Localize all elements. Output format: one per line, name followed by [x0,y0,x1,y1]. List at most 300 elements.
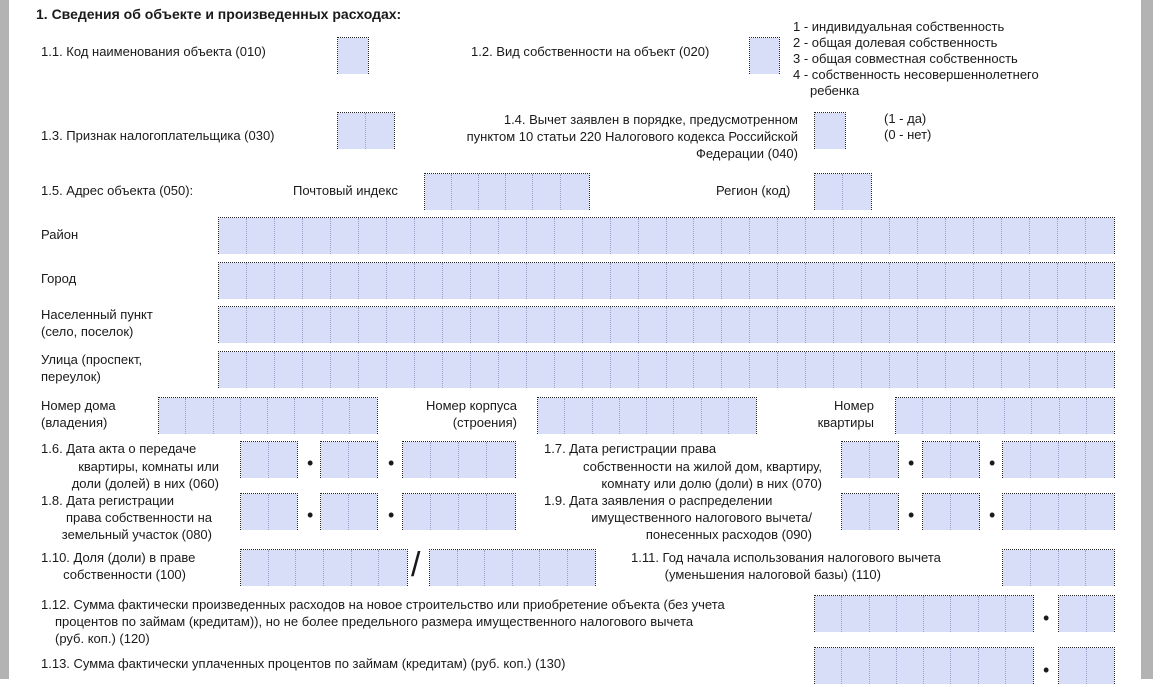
label-040-line1: 1.4. Вычет заявлен в порядке, предусмотренном [503,112,798,127]
char-cell[interactable] [722,307,750,343]
date-dot: • [307,505,314,525]
char-cell[interactable] [834,352,862,388]
input-130-kopecks[interactable] [1058,647,1115,684]
char-cell[interactable] [241,398,268,434]
char-cell[interactable] [159,398,186,434]
label-090-line3: понесенных расходов (090) [645,527,812,542]
char-cell[interactable] [620,398,647,434]
char-cell[interactable] [834,218,862,254]
char-cell[interactable] [219,218,247,254]
char-cell[interactable] [513,550,541,586]
input-city[interactable] [218,262,1115,299]
char-cell[interactable] [946,352,974,388]
char-cell[interactable] [918,263,946,299]
input-100-numerator[interactable] [240,549,408,586]
input-080-year[interactable] [402,493,516,530]
char-cell[interactable] [555,352,583,388]
char-cell[interactable] [1058,352,1086,388]
char-cell[interactable] [471,263,499,299]
label-010: 1.1. Код наименования объекта (010) [41,44,266,59]
char-cell[interactable] [1058,218,1086,254]
char-cell[interactable] [639,352,667,388]
date-dot: • [388,453,395,473]
char-cell[interactable] [896,398,923,434]
char-cell[interactable] [815,596,842,632]
char-cell[interactable] [430,550,458,586]
char-cell[interactable] [527,218,555,254]
char-cell[interactable] [834,307,862,343]
char-cell[interactable] [583,263,611,299]
date-dot: • [989,453,996,473]
char-cell[interactable] [1002,263,1030,299]
char-cell[interactable] [296,550,324,586]
char-cell[interactable] [974,307,1002,343]
char-cell[interactable] [694,307,722,343]
char-cell[interactable] [750,307,778,343]
char-cell[interactable] [729,398,756,434]
char-cell[interactable] [806,352,834,388]
label-040-line3: Федерации (040) [695,146,798,161]
char-cell[interactable] [923,494,951,530]
char-cell[interactable] [890,263,918,299]
input-region[interactable] [814,173,872,210]
char-cell[interactable] [1087,398,1114,434]
char-cell[interactable] [897,596,924,632]
label-settlement-line2: (село, поселок) [41,324,134,339]
page-frame-right [1141,0,1153,679]
label-120-line1: 1.12. Сумма фактически произведенных расходов на новое строительство или приобретение объекта (без учета [41,597,725,612]
char-cell[interactable] [1086,494,1114,530]
char-cell[interactable] [303,307,331,343]
date-dot: • [388,505,395,525]
char-cell[interactable] [269,550,297,586]
char-cell[interactable] [694,218,722,254]
char-cell[interactable] [1059,550,1087,586]
char-cell[interactable] [527,263,555,299]
char-cell[interactable] [415,352,443,388]
char-cell[interactable] [387,263,415,299]
char-cell[interactable] [611,307,639,343]
input-040[interactable] [814,112,846,149]
date-dot: • [908,453,915,473]
char-cell[interactable] [611,352,639,388]
char-cell[interactable] [593,398,620,434]
char-cell[interactable] [487,442,515,478]
label-100-line1: 1.10. Доля (доли) в праве [41,550,196,565]
char-cell[interactable] [247,218,275,254]
char-cell[interactable] [415,263,443,299]
date-dot: • [908,505,915,525]
label-040-line2: пунктом 10 статьи 220 Налогового кодекса Российской [466,129,798,144]
page-frame-left [0,0,9,679]
label-060-line2: квартиры, комнаты или [78,459,219,474]
char-cell[interactable] [842,442,870,478]
char-cell[interactable] [842,494,870,530]
char-cell[interactable] [1032,398,1059,434]
char-cell[interactable] [1059,442,1087,478]
char-cell[interactable] [1059,596,1087,632]
char-cell[interactable] [324,550,352,586]
char-cell[interactable] [1002,352,1030,388]
char-cell[interactable] [923,398,950,434]
char-cell[interactable] [331,352,359,388]
char-cell[interactable] [247,352,275,388]
char-cell[interactable] [639,263,667,299]
char-cell[interactable] [331,307,359,343]
char-cell[interactable] [1086,442,1114,478]
char-cell[interactable] [890,352,918,388]
label-070-line2: собственности на жилой дом, квартиру, [582,459,822,474]
label-district: Район [41,227,79,242]
char-cell[interactable] [331,263,359,299]
char-cell[interactable] [555,263,583,299]
char-cell[interactable] [275,352,303,388]
char-cell[interactable] [862,263,890,299]
char-cell[interactable] [214,398,241,434]
char-cell[interactable] [303,352,331,388]
char-cell[interactable] [275,307,303,343]
legend-040-yes: (1 - да) [884,111,927,126]
char-cell[interactable] [870,494,898,530]
char-cell[interactable] [862,218,890,254]
char-cell[interactable] [349,494,377,530]
char-cell[interactable] [487,494,515,530]
char-cell[interactable] [583,352,611,388]
input-090-month[interactable] [922,493,980,530]
label-building-line1: Номер корпуса [425,398,517,413]
char-cell[interactable] [186,398,213,434]
input-120-kopecks[interactable] [1058,595,1115,632]
char-cell[interactable] [403,442,431,478]
char-cell[interactable] [918,307,946,343]
char-cell[interactable] [268,398,295,434]
char-cell[interactable] [499,218,527,254]
input-090-year[interactable] [1002,493,1115,530]
char-cell[interactable] [722,218,750,254]
char-cell[interactable] [499,307,527,343]
char-cell[interactable] [611,263,639,299]
char-cell[interactable] [674,398,701,434]
char-cell[interactable] [870,442,898,478]
char-cell[interactable] [1086,263,1114,299]
input-080-month[interactable] [320,493,378,530]
char-cell[interactable] [458,550,486,586]
label-100-line2: собственности (100) [63,567,186,582]
char-cell[interactable] [1087,596,1114,632]
char-cell[interactable] [459,442,487,478]
share-slash: / [411,546,421,584]
input-settlement[interactable] [218,306,1115,343]
char-cell[interactable] [750,218,778,254]
money-dot: • [1043,660,1050,680]
char-cell[interactable] [303,218,331,254]
input-house[interactable] [158,397,378,434]
char-cell[interactable] [806,263,834,299]
label-130: 1.13. Сумма фактически уплаченных процентов по займам (кредитам) (руб. коп.) (130) [41,656,566,671]
input-130-rubles[interactable] [814,647,1034,684]
char-cell[interactable] [387,352,415,388]
char-cell[interactable] [247,307,275,343]
label-apartment-line2: квартиры [817,415,874,430]
input-070-month[interactable] [922,441,980,478]
char-cell[interactable] [890,218,918,254]
char-cell[interactable] [359,352,387,388]
char-cell[interactable] [1031,442,1059,478]
char-cell[interactable] [1002,218,1030,254]
char-cell[interactable] [1031,494,1059,530]
char-cell[interactable] [321,494,349,530]
char-cell[interactable] [247,263,275,299]
char-cell[interactable] [1031,550,1059,586]
ownership-legend-3: 3 - общая совместная собственность [793,51,1018,66]
char-cell[interactable] [352,550,380,586]
date-dot: • [989,505,996,525]
char-cell[interactable] [611,218,639,254]
ownership-legend-1: 1 - индивидуальная собственность [793,19,1005,34]
char-cell[interactable] [639,307,667,343]
char-cell[interactable] [974,263,1002,299]
money-dot: • [1043,608,1050,628]
char-cell[interactable] [778,307,806,343]
char-cell[interactable] [583,218,611,254]
char-cell[interactable] [275,218,303,254]
char-cell[interactable] [583,307,611,343]
char-cell[interactable] [862,352,890,388]
label-city: Город [41,271,77,286]
label-apartment-line1: Номер [833,398,874,413]
char-cell[interactable] [870,596,897,632]
char-cell[interactable] [979,596,1006,632]
char-cell[interactable] [1005,398,1032,434]
char-cell[interactable] [555,218,583,254]
char-cell[interactable] [924,596,951,632]
input-district[interactable] [218,217,1115,254]
label-070-line3: комнату или долю (доли) в них (070) [601,476,822,491]
label-110-line1: 1.11. Год начала использования налогового вычета [631,550,941,565]
char-cell[interactable] [951,442,979,478]
char-cell[interactable] [1030,218,1058,254]
char-cell[interactable] [1003,494,1031,530]
char-cell[interactable] [1060,398,1087,434]
char-cell[interactable] [667,218,695,254]
label-110-line2: (уменьшения налоговой базы) (110) [664,567,881,582]
ownership-legend-4: 4 - собственность несовершеннолетнего [793,67,1039,82]
char-cell[interactable] [778,263,806,299]
char-cell[interactable] [275,263,303,299]
label-060-line1: 1.6. Дата акта о передаче [41,441,197,456]
char-cell[interactable] [241,550,269,586]
char-cell[interactable] [951,596,978,632]
char-cell[interactable] [499,352,527,388]
legend-040-no: (0 - нет) [884,127,932,142]
label-090-line2: имущественного налогового вычета/ [591,510,812,525]
char-cell[interactable] [443,307,471,343]
char-cell[interactable] [485,550,513,586]
input-building[interactable] [537,397,757,434]
char-cell[interactable] [778,218,806,254]
char-cell[interactable] [471,307,499,343]
char-cell[interactable] [694,263,722,299]
char-cell[interactable] [918,352,946,388]
char-cell[interactable] [1086,550,1114,586]
char-cell[interactable] [862,307,890,343]
char-cell[interactable] [359,263,387,299]
char-cell[interactable] [1030,263,1058,299]
char-cell[interactable] [806,218,834,254]
label-080-line1: 1.8. Дата регистрации [41,493,175,508]
input-090-day[interactable] [841,493,899,530]
char-cell[interactable] [1030,352,1058,388]
char-cell[interactable] [722,263,750,299]
char-cell[interactable] [667,307,695,343]
char-cell[interactable] [806,307,834,343]
char-cell[interactable] [443,352,471,388]
label-street-line2: переулок) [41,369,101,384]
label-house-line2: (владения) [41,415,108,430]
char-cell[interactable] [443,218,471,254]
char-cell[interactable] [565,398,592,434]
ownership-legend-4-cont: ребенка [810,83,860,98]
char-cell[interactable] [241,442,269,478]
input-100-denominator[interactable] [429,549,596,586]
char-cell[interactable] [667,263,695,299]
char-cell[interactable] [890,307,918,343]
input-010[interactable] [337,37,369,74]
char-cell[interactable] [241,494,269,530]
input-060-year[interactable] [402,441,516,478]
label-060-line3: доли (долей) в них (060) [71,476,219,491]
char-cell[interactable] [1086,307,1114,343]
char-cell[interactable] [527,352,555,388]
label-street-line1: Улица (проспект, [41,352,143,367]
char-cell[interactable] [379,550,407,586]
input-postal-index[interactable] [424,173,590,210]
char-cell[interactable] [323,398,350,434]
input-apartment[interactable] [895,397,1115,434]
char-cell[interactable] [387,218,415,254]
char-cell[interactable] [750,263,778,299]
char-cell[interactable] [702,398,729,434]
char-cell[interactable] [431,442,459,478]
char-cell[interactable] [1059,494,1087,530]
char-cell[interactable] [331,218,359,254]
char-cell[interactable] [415,218,443,254]
char-cell[interactable] [219,352,247,388]
char-cell[interactable] [359,307,387,343]
char-cell[interactable] [778,352,806,388]
char-cell[interactable] [694,352,722,388]
char-cell[interactable] [568,550,595,586]
char-cell[interactable] [459,494,487,530]
label-postal-index: Почтовый индекс [293,183,398,198]
label-050: 1.5. Адрес объекта (050): [41,183,194,198]
char-cell[interactable] [303,263,331,299]
char-cell[interactable] [527,307,555,343]
ownership-legend-2: 2 - общая долевая собственность [793,35,998,50]
label-settlement-line1: Населенный пункт [41,307,153,322]
char-cell[interactable] [471,352,499,388]
char-cell[interactable] [946,263,974,299]
char-cell[interactable] [350,398,377,434]
char-cell[interactable] [1003,442,1031,478]
char-cell[interactable] [540,550,568,586]
char-cell[interactable] [946,218,974,254]
input-070-year[interactable] [1002,441,1115,478]
label-120-line3: (руб. коп.) (120) [55,631,150,646]
char-cell[interactable] [667,352,695,388]
input-030[interactable] [337,112,395,149]
char-cell[interactable] [359,218,387,254]
input-080-day[interactable] [240,493,298,530]
label-080-line3: земельный участок (080) [61,527,212,542]
input-070-day[interactable] [841,441,899,478]
char-cell[interactable] [295,398,322,434]
char-cell[interactable] [349,442,377,478]
char-cell[interactable] [321,442,349,478]
label-030: 1.3. Признак налогоплательщика (030) [41,128,275,143]
char-cell[interactable] [951,398,978,434]
char-cell[interactable] [639,218,667,254]
input-street[interactable] [218,351,1115,388]
input-060-month[interactable] [320,441,378,478]
label-120-line2: процентов по займам (кредитам)), но не более предельного размера имущественного налогового вычета [55,614,694,629]
char-cell[interactable] [923,442,951,478]
char-cell[interactable] [647,398,674,434]
char-cell[interactable] [1002,307,1030,343]
label-070-line1: 1.7. Дата регистрации права [544,441,717,456]
input-120-rubles[interactable] [814,595,1034,632]
char-cell[interactable] [269,442,297,478]
label-region: Регион (код) [716,183,791,198]
char-cell[interactable] [974,218,1002,254]
char-cell[interactable] [219,307,247,343]
char-cell[interactable] [443,263,471,299]
char-cell[interactable] [1006,596,1033,632]
char-cell[interactable] [387,307,415,343]
char-cell[interactable] [951,494,979,530]
char-cell[interactable] [1086,352,1114,388]
char-cell[interactable] [750,352,778,388]
char-cell[interactable] [1086,218,1114,254]
char-cell[interactable] [834,263,862,299]
char-cell[interactable] [722,352,750,388]
label-house-line1: Номер дома [41,398,116,413]
char-cell[interactable] [499,263,527,299]
char-cell[interactable] [403,494,431,530]
char-cell[interactable] [1058,307,1086,343]
char-cell[interactable] [842,596,869,632]
char-cell[interactable] [978,398,1005,434]
char-cell[interactable] [471,218,499,254]
date-dot: • [307,453,314,473]
input-020[interactable] [749,37,780,74]
char-cell[interactable] [1003,550,1031,586]
char-cell[interactable] [555,307,583,343]
char-cell[interactable] [415,307,443,343]
input-060-day[interactable] [240,441,298,478]
char-cell[interactable] [1058,263,1086,299]
char-cell[interactable] [538,398,565,434]
char-cell[interactable] [974,352,1002,388]
char-cell[interactable] [1030,307,1058,343]
char-cell[interactable] [269,494,297,530]
label-020: 1.2. Вид собственности на объект (020) [471,44,710,59]
char-cell[interactable] [431,494,459,530]
input-110[interactable] [1002,549,1115,586]
char-cell[interactable] [946,307,974,343]
char-cell[interactable] [219,263,247,299]
char-cell[interactable] [918,218,946,254]
